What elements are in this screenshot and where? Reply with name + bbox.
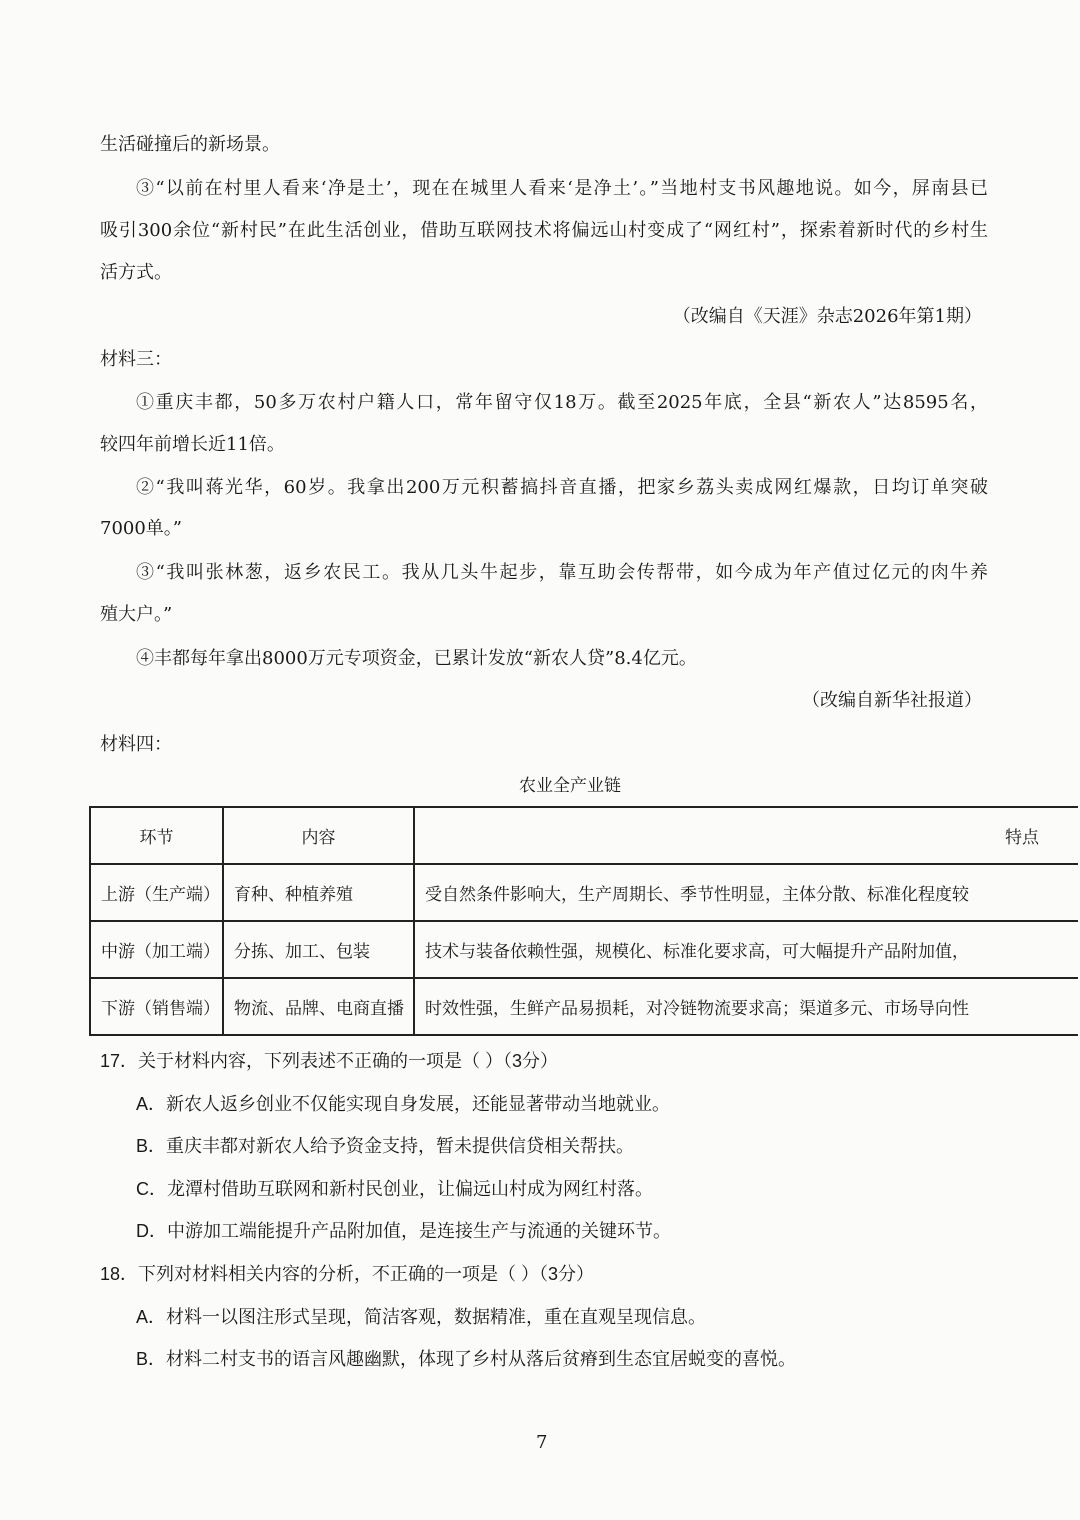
table-header: 内容 xyxy=(223,807,414,864)
source-citation: （改编自新华社报道） xyxy=(802,690,982,711)
text-line: ②“我叫蒋光华，60岁。我拿出200万元积蓄搞抖音直播，把家乡荔头卖成网红爆款，日均订单突破 xyxy=(136,477,988,498)
question-18: 18．下列对材料相关内容的分析，不正确的一项是（ ）（3分） xyxy=(100,1264,595,1284)
text-line: 生活碰撞后的新场景。 xyxy=(100,134,280,155)
table-row xyxy=(90,978,1080,1035)
table-cell: 分拣、加工、包装 xyxy=(223,921,414,978)
table-cell: 受自然条件影响大，生产周期长、季节性明显，主体分散、标准化程度较 xyxy=(414,864,1080,921)
option-17c: C．龙潭村借助互联网和新村民创业，让偏远山村成为网红村落。 xyxy=(136,1179,653,1199)
text-line: 较四年前增长近11倍。 xyxy=(100,434,285,455)
question-17: 17．关于材料内容，下列表述不正确的一项是（ ）（3分） xyxy=(100,1051,559,1071)
text-line: 殖大户。” xyxy=(100,604,173,625)
page-number: 7 xyxy=(536,1432,548,1453)
table-header: 环节 xyxy=(90,807,223,864)
table-cell: 技术与装备依赖性强，规模化、标准化要求高，可大幅提升产品附加值， xyxy=(414,921,1080,978)
text-line: ③“以前在村里人看来‘净是土’，现在在城里人看来‘是净土’。”当地村支书风趣地说。如今，屏南县已 xyxy=(136,178,988,199)
option-17a: A．新农人返乡创业不仅能实现自身发展，还能显著带动当地就业。 xyxy=(136,1094,671,1114)
option-17b: B．重庆丰都对新农人给予资金支持，暂未提供信贷相关帮扶。 xyxy=(136,1136,635,1156)
table-cell: 中游（加工端） xyxy=(90,921,223,978)
source-citation: （改编自《天涯》杂志2026年第1期） xyxy=(672,306,982,327)
table-header-row xyxy=(90,807,1080,864)
text-line: 7000单。” xyxy=(100,518,183,539)
text-line: ①重庆丰都，50多万农村户籍人口，常年留守仅18万。截至2025年底，全县“新农人”达8595名， xyxy=(136,392,988,413)
option-18b: B．材料二村支书的语言风趣幽默，体现了乡村从落后贫瘠到生态宜居蜕变的喜悦。 xyxy=(136,1349,797,1369)
text-line: 吸引300余位“新村民”在此生活创业，借助互联网技术将偏远山村变成了“网红村”，探索着新时代的乡村生 xyxy=(100,220,988,241)
table-cell: 物流、品牌、电商直播 xyxy=(223,978,414,1035)
table-cell: 时效性强，生鲜产品易损耗，对冷链物流要求高；渠道多元、市场导向性 xyxy=(414,978,1080,1035)
table-row xyxy=(90,864,1080,921)
section-heading: 材料三： xyxy=(100,349,172,370)
text-line: 活方式。 xyxy=(100,262,172,283)
text-line: ③“我叫张林葱，返乡农民工。我从几头牛起步，靠互助会传帮带，如今成为年产值过亿元的肉牛养 xyxy=(136,562,988,583)
text-line: ④丰都每年拿出8000万元专项资金，已累计发放“新农人贷”8.4亿元。 xyxy=(136,648,697,669)
table-row xyxy=(90,921,1080,978)
table-cell: 上游（生产端） xyxy=(90,864,223,921)
section-heading: 材料四： xyxy=(100,734,172,755)
option-18a: A．材料一以图注形式呈现，简洁客观，数据精准，重在直观呈现信息。 xyxy=(136,1307,707,1327)
option-17d: D．中游加工端能提升产品附加值，是连接生产与流通的关键环节。 xyxy=(136,1221,671,1241)
industry-chain-table xyxy=(89,806,1080,1036)
table-header: 特点 xyxy=(414,807,1080,864)
table-title: 农业全产业链 xyxy=(519,776,621,796)
table-cell: 下游（销售端） xyxy=(90,978,223,1035)
table-cell: 育种、种植养殖 xyxy=(223,864,414,921)
